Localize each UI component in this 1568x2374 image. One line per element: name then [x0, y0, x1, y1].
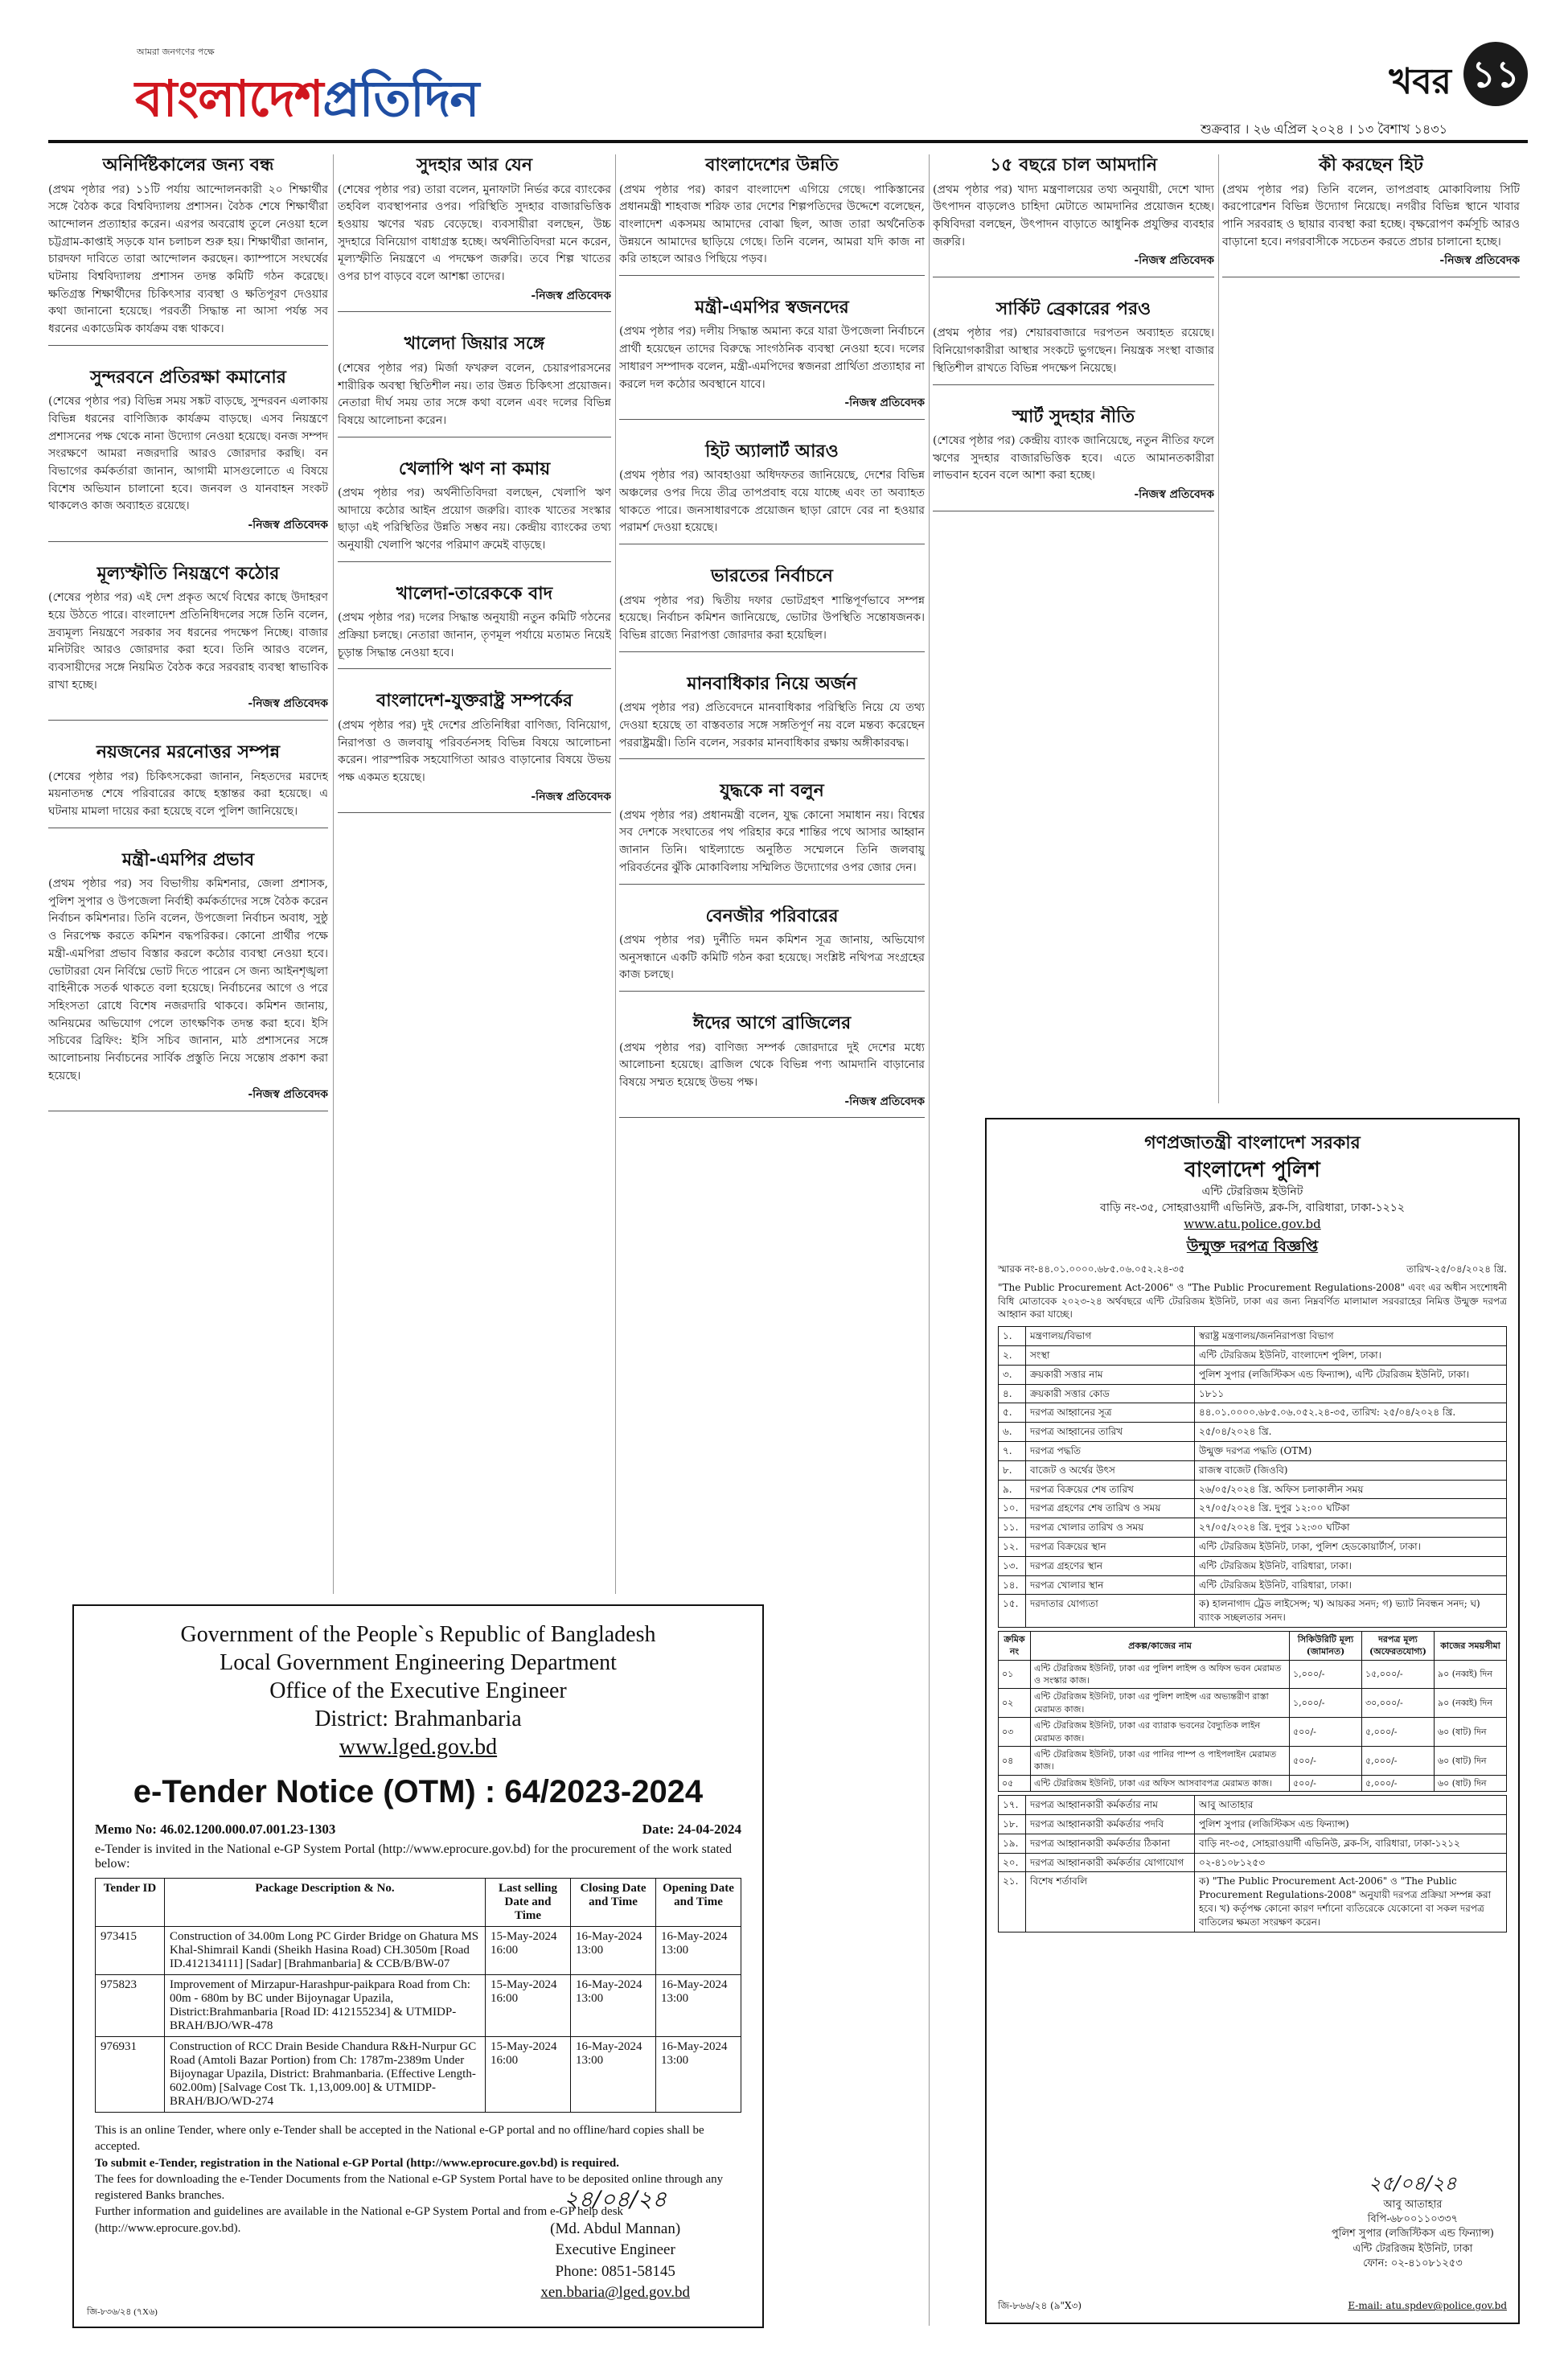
- works-cell-security: ৫০০/-: [1290, 1718, 1362, 1747]
- row-value: এন্টি টেররিজম ইউনিট, বারিধারা, ঢাকা।: [1195, 1556, 1507, 1575]
- row-number: ১৪.: [999, 1575, 1026, 1595]
- story-headline[interactable]: বেনজীর পরিবারের: [705, 906, 839, 926]
- works-cell-no: ০১: [999, 1660, 1031, 1689]
- tender-date: Date: 24-04-2024: [642, 1822, 741, 1837]
- tender-col-id: Tender ID: [96, 1879, 165, 1927]
- works-col-security: সিকিউরিটি মূল্য (জামানত): [1290, 1631, 1362, 1660]
- story-headline[interactable]: মূল্যস্ফীতি নিয়ন্ত্রণে কঠোর: [96, 563, 280, 584]
- story-divider: [619, 651, 925, 652]
- tender-note: This is an online Tender, where only e-Tender shall be accepted in the National e-GP portal and no offline/hard copies shall be accepted.: [95, 2124, 704, 2154]
- tender-cell-closing: 16-May-2024 13:00: [571, 2037, 656, 2113]
- police-reference-date: তারিখ-২৫/০৪/২০২৪ খ্রি.: [1406, 1263, 1507, 1275]
- table-row: [999, 1537, 1507, 1556]
- story-body: (প্রথম পৃষ্ঠার পর) অর্থনীতিবিদরা বলছেন, খেলাপি ঋণ আদায়ে কঠোর আইন প্রয়োগ জরুরি। ব্যাংক খাতের সংস্কার ছাড়া এই পরিস্থিতির উন্নতি সম্ভব নয়। কেন্দ্রীয় ব্যাংকের তথ্য অনুযায়ী খেলাপি ঋণের পরিমাণ ক্রমেই বাড়ছে।: [338, 487, 611, 552]
- tender-signature-block: [540, 2183, 690, 2304]
- story-headline[interactable]: যুদ্ধকে না বলুন: [720, 781, 824, 802]
- story-headline[interactable]: মন্ত্রী-এমপির স্বজনদের: [695, 297, 849, 318]
- story-divider: [338, 668, 611, 669]
- police-signer-id: বিপি-৬৮০০১১০৩৩৭: [1367, 2213, 1459, 2226]
- row-number: ১৫.: [999, 1595, 1026, 1628]
- tender-memo-number: Memo No: 46.02.1200.000.07.001.23-1303: [95, 1822, 336, 1837]
- tender-cell-desc: Construction of RCC Drain Beside Chandura R&H-Nurpur GC Road (Amtoli Bazar Portion) from Ch: 1787m-2389m Under Bijoynagar Upazila, District: Brahmanbaria. (Effective Length-602.00m) [Salvage Cost Tk. 1,13,009.00] & UTMIDP-BRAH/BJO/WD-274: [165, 2037, 486, 2113]
- row-value: ২৫/০৪/২০২৪ খ্রি.: [1195, 1423, 1507, 1442]
- table-row: [999, 1327, 1507, 1346]
- logo-blue-text: প্রতিদিন: [322, 69, 479, 128]
- police-notice-title: উন্মুক্ত দরপত্র বিজ্ঞপ্তি: [1186, 1238, 1319, 1256]
- story-body: (প্রথম পৃষ্ঠার পর) তিনি বলেন, তাপপ্রবাহ মোকাবিলায় সিটি করপোরেশন বিভিন্ন উদ্যোগ নিয়েছে। নগরীর বিভিন্ন স্থানে খাবার পানি সরবরাহ ও ছায়ার ব্যবস্থা করা হচ্ছে। বৃক্ষরোপণ কর্মসূচি আরও বাড়ানো হবে। নগরবাসীকে সচেতন করতে প্রচার চালানো হচ্ছে।: [1222, 183, 1520, 248]
- signature-date: ২৪/০৪/২৪: [564, 2186, 667, 2213]
- row-number: ১৭.: [999, 1796, 1026, 1815]
- row-value: ০২-৪১০৮১২৫৩: [1195, 1853, 1507, 1872]
- table-row: [999, 1660, 1507, 1689]
- police-signer-phone: ফোন: ০২-৪১০৮১২৫৩: [1363, 2257, 1463, 2269]
- column-2: [338, 154, 611, 1590]
- news-story: [933, 154, 1214, 285]
- story-headline[interactable]: মন্ত্রী-এমপির প্রভাব: [121, 849, 255, 870]
- tender-cell-opening: 16-May-2024 13:00: [656, 1975, 741, 2037]
- row-value: ক) "The Public Procurement Act-2006" ও "The Public Procurement Regulations-2008" অনুযায়ী দরপত্র প্রক্রিয়া সম্পন্ন করা হবে। খ) কর্তৃপক্ষ কোনো কারণ দর্শানো ব্যতিরেকে যেকোনো বা সকল দরপত্র বাতিলের ক্ষমতা সংরক্ষণ করেন।: [1195, 1872, 1507, 1932]
- story-body: (প্রথম পৃষ্ঠার পর) সব বিভাগীয় কমিশনার, জেলা প্রশাসক, পুলিশ সুপার ও উপজেলা নির্বাহী কর্মকর্তাদের সঙ্গে বৈঠক করেন নির্বাচন কমিশনার। তিনি বলেন, উপজেলা নির্বাচন অবাধ, সুষ্ঠু ও নিরপেক্ষ করতে কমিশন বদ্ধপরিকর। কোনো প্রার্থীর পক্ষে মন্ত্রী-এমপিরা প্রভাব বিস্তার করলে কঠোর ব্যবস্থা নেওয়া হবে। ভোটাররা যেন নির্বিঘ্নে ভোট দিতে পারেন সে জন্য আইনশৃঙ্খলা বাহিনীকে সতর্ক থাকতে বলা হয়েছে। নির্বাচনের আগে ও পরে সহিংসতা রোধে বিশেষ নজরদারি থাকবে। কমিশন জানায়, অনিয়মের অভিযোগ পেলে তাৎক্ষণিক তদন্ত করা হবে। ইসি সচিবের ব্রিফিং: ইসি সচিব জানান, মাঠ প্রশাসনের সঙ্গে আলোচনায় নির্বাচনের সার্বিক প্রস্তুতি নিয়ে সন্তোষ প্রকাশ করা হয়েছে।: [48, 877, 328, 1082]
- column-divider: [615, 154, 616, 1594]
- works-cell-price: ৫,০০০/-: [1362, 1718, 1435, 1747]
- row-number: ৭.: [999, 1441, 1026, 1460]
- police-ad-code: জি-৮৬৬/২৪ (৯"X৩): [998, 2300, 1082, 2312]
- news-story: [933, 298, 1214, 393]
- story-byline: -নিজস্ব প্রতিবেদক: [844, 396, 925, 410]
- story-body: (প্রথম পৃষ্ঠার পর) প্রধানমন্ত্রী বলেন, যুদ্ধ কোনো সমাধান নয়। বিশ্বের সব দেশকে সংঘাতের পথ পরিহার করে শান্তির পথে আসার আহ্বান জানান তিনি। থাইল্যান্ডে অনুষ্ঠিত সম্মেলনে তিনি জলবায়ু পরিবর্তনের ঝুঁকি মোকাবিলায় সম্মিলিত উদ্যোগের ওপর জোর দেন।: [619, 808, 925, 874]
- story-byline: -নিজস্ব প্রতিবেদক: [1134, 254, 1214, 268]
- table-row: [999, 1441, 1507, 1460]
- story-body: (শেষের পৃষ্ঠার পর) কেন্দ্রীয় ব্যাংক জানিয়েছে, নতুন নীতির ফলে ঋণের সুদহার বাজারভিত্তিক হবে। এতে আমানতকারীরা লাভবান হবেন বলে আশা করা হচ্ছে।: [933, 434, 1214, 483]
- story-body: (প্রথম পৃষ্ঠার পর) দুর্নীতি দমন কমিশন সূত্র জানায়, অভিযোগ অনুসন্ধানে একটি কমিটি গঠন করা হয়েছে। সংশ্লিষ্ট নথিপত্র সংগ্রহের কাজ চলছে।: [619, 934, 925, 982]
- tender-cell-last: 15-May-2024 16:00: [486, 1927, 571, 1975]
- story-headline[interactable]: নয়জনের মরনোত্তর সম্পন্ন: [96, 742, 281, 762]
- tender-notice-ad: [72, 1604, 764, 2328]
- row-label: দরদাতার যোগ্যতা: [1026, 1595, 1195, 1628]
- police-info-table: [998, 1326, 1507, 1628]
- tender-cell-id: 976931: [96, 2037, 165, 2113]
- column-divider: [333, 154, 334, 1594]
- row-number: ৮.: [999, 1460, 1026, 1480]
- row-label: দরপত্র বিক্রয়ের স্থান: [1026, 1537, 1195, 1556]
- masthead: [48, 32, 1528, 145]
- row-number: ৫.: [999, 1403, 1026, 1423]
- table-row: [999, 1480, 1507, 1499]
- row-number: ২.: [999, 1345, 1026, 1365]
- tender-cell-closing: 16-May-2024 13:00: [571, 1927, 656, 1975]
- table-row: [999, 1518, 1507, 1538]
- row-label: বাজেট ও অর্থের উৎস: [1026, 1460, 1195, 1480]
- section-label: খবর: [1389, 61, 1451, 102]
- table-row: [999, 1689, 1507, 1718]
- story-body: (প্রথম পৃষ্ঠার পর) দলীয় সিদ্ধান্ত অমান্য করে যারা উপজেলা নির্বাচনে প্রার্থী হয়েছেন তাদের বিরুদ্ধে সাংগঠনিক ব্যবস্থা নেওয়া হবে। দলের সাধারণ সম্পাদক বলেন, মন্ত্রী-এমপিদের স্বজনরা প্রার্থিতা প্রত্যাহার না করলে দল কঠোর অবস্থানে যাবে।: [619, 325, 925, 391]
- table-row: [96, 1927, 741, 1975]
- story-body: (শেষের পৃষ্ঠার পর) মির্জা ফখরুল বলেন, চেয়ারপারসনের শারীরিক অবস্থা স্থিতিশীল নয়। তার উন্নত চিকিৎসা প্রয়োজন। নেতারা দীর্ঘ সময় তার সঙ্গে কথা বলেন এবং দলের বিভিন্ন বিষয়ে আলোচনা করেন।: [338, 361, 611, 427]
- tender-note-registration: To submit e-Tender, registration in the National e-GP Portal (http://www.eprocure.gov.bd) is required.: [95, 2156, 619, 2170]
- works-cell-no: ০২: [999, 1689, 1031, 1718]
- police-reference: স্মারক নং-৪৪.০১.০০০০.৬৮৫.০৬.০৫২.২৪-৩৫: [998, 1263, 1185, 1275]
- works-cell-no: ০৩: [999, 1718, 1031, 1747]
- story-body: (প্রথম পৃষ্ঠার পর) আবহাওয়া অধিদফতর জানিয়েছে, দেশের বিভিন্ন অঞ্চলের ওপর দিয়ে তীব্র তাপপ্রবাহ বয়ে যাচ্ছে এবং তা অব্যাহত থাকতে পারে। জনসাধারণকে প্রয়োজন ছাড়া রোদে বের না হওয়ার পরামর্শ দেওয়া হয়েছে।: [619, 469, 925, 535]
- tender-cell-desc: Construction of 34.00m Long PC Girder Bridge on Ghatura MS Khal-Shimrail Kandi (Sheikh Hasina Road) CH.3050m [Road ID.412134111] [Sadar] [Brahmanbaria] & CCB/B/BW-07: [165, 1927, 486, 1975]
- tender-intro: e-Tender is invited in the National e-GP System Portal (http://www.eprocure.gov.bd) for the procurement of the work stated below:: [95, 1842, 732, 1871]
- column-1: [48, 154, 328, 1590]
- story-headline[interactable]: ঈদের আগে ব্রাজিলের: [692, 1013, 852, 1034]
- table-row: [999, 1365, 1507, 1384]
- news-story: [619, 1012, 925, 1126]
- table-row: [999, 1853, 1507, 1872]
- row-label: ক্রয়কারী সত্তার কোড: [1026, 1384, 1195, 1403]
- row-value: রাজস্ব বাজেট (জিওবি): [1195, 1460, 1507, 1480]
- tender-district: District: Brahmanbaria: [314, 1707, 522, 1731]
- news-story: [338, 333, 611, 445]
- police-government: গণপ্রজাতন্ত্রী বাংলাদেশ সরকার: [1144, 1132, 1361, 1153]
- row-number: ৪.: [999, 1384, 1026, 1403]
- story-headline[interactable]: বাংলাদেশ-যুক্তরাষ্ট্র সম্পর্কের: [376, 691, 573, 712]
- table-row: [999, 1872, 1507, 1932]
- row-label: মন্ত্রণালয়/বিভাগ: [1026, 1327, 1195, 1346]
- row-number: ২১.: [999, 1872, 1026, 1932]
- tender-cell-last: 15-May-2024 16:00: [486, 1975, 571, 2037]
- row-number: ১৩.: [999, 1556, 1026, 1575]
- news-story: [338, 154, 611, 320]
- police-unit: এন্টি টেররিজম ইউনিট: [1201, 1185, 1303, 1199]
- works-cell-name: এন্টি টেররিজম ইউনিট, ঢাকা এর ব্যারাক ভবনের বৈদ্যুতিক লাইন মেরামত কাজ।: [1031, 1718, 1290, 1747]
- row-number: ১০.: [999, 1499, 1026, 1518]
- story-divider: [338, 311, 611, 312]
- row-value: আবু আতাহার: [1195, 1796, 1507, 1815]
- row-label: দরপত্র খোলার স্থান: [1026, 1575, 1195, 1595]
- story-body: (প্রথম পৃষ্ঠার পর) বাণিজ্য সম্পর্ক জোরদারে দুই দেশের মধ্যে আলোচনা হয়েছে। ব্রাজিল থেকে বিভিন্ন পণ্য আমদানি বাড়ানোর বিষয়ে সম্মত হয়েছে উভয় পক্ষ।: [619, 1041, 925, 1089]
- column-divider: [1218, 154, 1219, 1103]
- tender-table: [95, 1878, 741, 2113]
- row-number: ১৯.: [999, 1834, 1026, 1853]
- police-signer-unit: এন্টি টেররিজম ইউনিট, ঢাকা: [1353, 2242, 1473, 2255]
- news-story: [338, 583, 611, 678]
- row-value: এন্টি টেররিজম ইউনিট, ঢাকা, পুলিশ হেডকোয়ার্টার্স, ঢাকা।: [1195, 1537, 1507, 1556]
- works-cell-price: ৫,০০০/-: [1362, 1747, 1435, 1776]
- story-byline: -নিজস্ব প্রতিবেদক: [844, 1095, 925, 1108]
- tender-office: Office of the Executive Engineer: [269, 1678, 567, 1703]
- tagline: আমরা জনগণের পক্ষে: [137, 47, 215, 57]
- column-4: [933, 154, 1214, 1103]
- row-label: দরপত্র আহ্বানকারী কর্মকর্তার নাম: [1026, 1796, 1195, 1815]
- story-byline: -নিজস্ব প্রতিবেদক: [248, 1088, 328, 1102]
- news-story: [48, 741, 328, 836]
- news-story: [619, 906, 925, 1000]
- story-body: (প্রথম পৃষ্ঠার পর) ১১টি পর্যায় আন্দোলনকারী ২০ শিক্ষার্থীর সঙ্গে বৈঠক করে বিশ্ববিদ্যালয় প্রশাসন। বৈঠক শেষে শিক্ষার্থীরা আন্দোলন প্রত্যাহার করেন। এরপর অবরোধ তুলে নেওয়া হলে চট্টগ্রাম-কাপ্তাই সড়কে যান চলাচল শুরু হয়। শিক্ষার্থীরা জানান, চারদফা দাবিতে তারা আন্দোলন করছেন। ক্যাম্পাসে সংঘর্ষের ঘটনায় বিশ্ববিদ্যালয় প্রশাসন তদন্ত কমিটি গঠন করেছে। ক্ষতিগ্রস্ত শিক্ষার্থীদের চিকিৎসার ব্যবস্থা ও ক্ষতিপূরণ দেওয়ার কথা জানানো হয়েছে। পরবর্তী সিদ্ধান্ত না আসা পর্যন্ত সব ধরনের একাডেমিক কার্যক্রম বন্ধ থাকবে।: [48, 183, 328, 335]
- story-byline: -নিজস্ব প্রতিবেদক: [531, 790, 611, 803]
- row-value: স্বরাষ্ট্র মন্ত্রণালয়/জননিরাপত্তা বিভাগ: [1195, 1327, 1507, 1346]
- news-story: [619, 780, 925, 892]
- table-row: [96, 2037, 741, 2113]
- newspaper-logo[interactable]: [135, 61, 478, 144]
- tender-title: e-Tender Notice (OTM) : 64/2023-2024: [133, 1774, 704, 1809]
- works-cell-security: ১,০০০/-: [1290, 1660, 1362, 1689]
- news-story: [48, 154, 328, 354]
- row-label: সংস্থা: [1026, 1345, 1195, 1365]
- story-headline[interactable]: কী করছেন হিট: [1319, 155, 1423, 175]
- row-label: ক্রয়কারী সত্তার নাম: [1026, 1365, 1195, 1384]
- signer-phone: Phone: 0851-58145: [555, 2262, 675, 2280]
- story-body: (শেষের পৃষ্ঠার পর) চিকিৎসকেরা জানান, নিহতদের মরদেহ ময়নাতদন্ত শেষে পরিবারের কাছে হস্তান্তর করা হয়েছে। এ ঘটনায় মামলা দায়ের করা হয়েছে বলে পুলিশ জানিয়েছে।: [48, 770, 328, 818]
- row-label: দরপত্র আহ্বানকারী কর্মকর্তার পদবি: [1026, 1815, 1195, 1834]
- story-divider: [619, 275, 925, 276]
- works-col-price: দরপত্র মূল্য (অফেরতযোগ্য): [1362, 1631, 1435, 1660]
- row-value: বাড়ি নং-৩৫, সোহরাওয়ার্দী এভিনিউ, ব্লক-সি, বারিধারা, ঢাকা-১২১২: [1195, 1834, 1507, 1853]
- table-row: [999, 1403, 1507, 1423]
- story-headline[interactable]: ভারতের নির্বাচনে: [711, 566, 833, 587]
- news-story: [619, 297, 925, 428]
- story-headline[interactable]: সুদহার আর যেন: [417, 155, 532, 175]
- works-cell-no: ০৫: [999, 1775, 1031, 1791]
- works-cell-security: ১,০০০/-: [1290, 1689, 1362, 1718]
- works-cell-duration: ৯০ (নব্বই) দিন: [1435, 1660, 1507, 1689]
- masthead-rule: [48, 140, 1528, 143]
- works-col-no: ক্রমিক নং: [999, 1631, 1031, 1660]
- table-row: [999, 1460, 1507, 1480]
- table-row: [999, 1775, 1507, 1791]
- story-headline[interactable]: বাংলাদেশের উন্নতি: [705, 155, 839, 175]
- police-signer-name: আবু আতাহার: [1383, 2199, 1443, 2212]
- story-body: (প্রথম পৃষ্ঠার পর) দলের সিদ্ধান্ত অনুযায়ী নতুন কমিটি গঠনের প্রক্রিয়া চলছে। নেতারা জানান, তৃণমূল পর্যায়ে মতামত নিয়েই চূড়ান্ত সিদ্ধান্ত নেওয়া হবে।: [338, 611, 611, 659]
- table-row: [999, 1718, 1507, 1747]
- tender-col-last: Last selling Date and Time: [486, 1879, 571, 1927]
- row-value: উন্মুক্ত দরপত্র পদ্ধতি (OTM): [1195, 1441, 1507, 1460]
- police-contact-table: [998, 1795, 1507, 1932]
- police-works-table: [998, 1631, 1507, 1792]
- table-row: [999, 1834, 1507, 1853]
- news-story: [1222, 154, 1520, 285]
- tender-government: Government of the People`s Republic of Bangladesh: [180, 1622, 656, 1647]
- row-value: ২৭/০৫/২০২৪ খ্রি. দুপুর ১২:০০ ঘটিকা: [1195, 1499, 1507, 1518]
- tender-cell-opening: 16-May-2024 13:00: [656, 2037, 741, 2113]
- row-number: ১২.: [999, 1537, 1026, 1556]
- story-headline[interactable]: সার্কিট ব্রেকারের পরও: [995, 298, 1151, 319]
- news-story: [338, 690, 611, 821]
- tender-cell-closing: 16-May-2024 13:00: [571, 1975, 656, 2037]
- row-value: ক) হালনাগাদ ট্রেড লাইসেন্স; খ) আয়কর সনদ; গ) ভ্যাট নিবন্ধন সনদ; ঘ) ব্যাংক সচ্ছলতার সনদ।: [1195, 1595, 1507, 1628]
- row-number: ৬.: [999, 1423, 1026, 1442]
- story-byline: -নিজস্ব প্রতিবেদক: [531, 289, 611, 302]
- story-divider: [619, 991, 925, 992]
- tender-col-closing: Closing Date and Time: [571, 1879, 656, 1927]
- works-cell-duration: ৯০ (নব্বই) দিন: [1435, 1689, 1507, 1718]
- page-number-badge: ১১: [1463, 42, 1528, 106]
- story-headline[interactable]: স্মার্ট সুদহার নীতি: [1012, 406, 1135, 427]
- row-label: দরপত্র আহ্বানকারী কর্মকর্তার যোগাযোগ: [1026, 1853, 1195, 1872]
- row-label: দরপত্র আহ্বানের তারিখ: [1026, 1423, 1195, 1442]
- police-email-link[interactable]: E-mail: atu.spdev@police.gov.bd: [1348, 2300, 1507, 2312]
- police-intro: "The Public Procurement Act-2006" ও "The Public Procurement Regulations-2008" এবং এর অধীন সংশোধনী বিধি মোতাবেক ২০২৩-২৪ অর্থবছরে এন্টি টেররিজম ইউনিট, ঢাকা এর জন্য নিম্নবর্ণিত মালামাল সরবরাহের নিমিত্ত উন্মুক্ত দরপত্র আহ্বান করা যাচ্ছে।: [998, 1281, 1507, 1320]
- tender-cell-id: 975823: [96, 1975, 165, 2037]
- story-divider: [933, 384, 1214, 385]
- table-row: [999, 1556, 1507, 1575]
- tender-cell-opening: 16-May-2024 13:00: [656, 1927, 741, 1975]
- works-cell-duration: ৬০ (ষাট) দিন: [1435, 1775, 1507, 1791]
- row-value: ২৭/০৫/২০২৪ খ্রি. দুপুর ১২:৩০ ঘটিকা: [1195, 1518, 1507, 1538]
- table-row: [999, 1345, 1507, 1365]
- tender-note-info: Further information and guidelines are available in the National e-GP System Portal and from e-GP help desk (http://www.eprocure.gov.bd).: [95, 2205, 624, 2235]
- police-signature-date: ২৫/০৪/২৪: [1369, 2172, 1457, 2195]
- works-cell-name: এন্টি টেররিজম ইউনিট, ঢাকা এর পুলিশ লাইন্স ও অফিস ভবন মেরামত ও সংস্কার কাজ।: [1031, 1660, 1290, 1689]
- works-cell-name: এন্টি টেররিজম ইউনিট, ঢাকা এর পানির পাম্প ও পাইপলাইন মেরামত কাজ।: [1031, 1747, 1290, 1776]
- column-5: [1222, 154, 1520, 1103]
- row-number: ১৮.: [999, 1815, 1026, 1834]
- table-row: [999, 1815, 1507, 1834]
- row-value: এন্টি টেররিজম ইউনিট, বাংলাদেশ পুলিশ, ঢাকা।: [1195, 1345, 1507, 1365]
- works-cell-name: এন্টি টেররিজম ইউনিট, ঢাকা এর পুলিশ লাইন্স এর অভ্যন্তরীণ রাস্তা মেরামত কাজ।: [1031, 1689, 1290, 1718]
- police-website-link[interactable]: www.atu.police.gov.bd: [1184, 1217, 1321, 1232]
- tender-cell-last: 15-May-2024 16:00: [486, 2037, 571, 2113]
- works-cell-security: ৫০০/-: [1290, 1747, 1362, 1776]
- story-headline[interactable]: খেলাপি ঋণ না কমায়: [398, 458, 551, 479]
- story-headline[interactable]: মানবাধিকার নিয়ে অর্জন: [687, 673, 857, 694]
- signer-designation: Executive Engineer: [555, 2241, 675, 2259]
- table-row: [999, 1499, 1507, 1518]
- table-row: [999, 1595, 1507, 1628]
- story-byline: -নিজস্ব প্রতিবেদক: [1439, 254, 1520, 268]
- story-headline[interactable]: হিট অ্যালার্ট আরও: [705, 441, 839, 462]
- story-byline: -নিজস্ব প্রতিবেদক: [248, 697, 328, 711]
- row-value: ১৮১১: [1195, 1384, 1507, 1403]
- story-headline[interactable]: অনির্দিষ্টকালের জন্য বন্ধ: [102, 155, 274, 175]
- tender-cell-id: 973415: [96, 1927, 165, 1975]
- works-cell-name: এন্টি টেররিজম ইউনিট, ঢাকা এর অফিস আসবাবপত্র মেরামত কাজ।: [1031, 1775, 1290, 1791]
- news-story: [619, 673, 925, 768]
- tender-note-fees: The fees for downloading the e-Tender Documents from the National e-GP System Portal have to be deposited online through any registered Banks branches.: [95, 2172, 724, 2202]
- row-value: ৪৪.০১.০০০০.৬৮৫.০৬.০৫২.২৪-৩৫, তারিখ: ২৫/০৪/২০২৪ খ্রি.: [1195, 1403, 1507, 1423]
- police-signature-block: [1332, 2171, 1494, 2271]
- table-row: [96, 1975, 741, 2037]
- row-label: দরপত্র গ্রহণের স্থান: [1026, 1556, 1195, 1575]
- story-body: (প্রথম পৃষ্ঠার পর) শেয়ারবাজারে দরপতন অব্যাহত রয়েছে। বিনিয়োগকারীরা আস্থার সংকটে ভুগছেন। নিয়ন্ত্রক সংস্থা বাজার স্থিতিশীল রাখতে বিভিন্ন পদক্ষেপ নিয়েছে।: [933, 327, 1214, 375]
- story-divider: [619, 419, 925, 420]
- works-cell-no: ০৪: [999, 1747, 1031, 1776]
- story-body: (শেষের পৃষ্ঠার পর) বিভিন্ন সময় সঙ্কট বাড়ছে, সুন্দরবন এলাকায় বিভিন্ন ধরনের বাণিজ্যিক কার্যক্রম বাড়ছে। এসব নিয়ন্ত্রণে প্রশাসনের পক্ষ থেকে নানা উদ্যোগ নেওয়া হয়েছে। বনজ সম্পদ সংরক্ষণে আমরা নজরদারি আরও জোরদার করছি। বন বিভাগের কর্মকর্তারা জানান, আগামী মাসগুলোতে এ বিষয়ে বিশেষ অভিযান চালানো হবে। জনবল ও যানবাহন সংকট থাকলেও কাজ অব্যাহত রয়েছে।: [48, 395, 328, 513]
- story-byline: -নিজস্ব প্রতিবেদক: [1134, 488, 1214, 502]
- table-row: [999, 1384, 1507, 1403]
- police-tender-notice-ad: [985, 1118, 1520, 2324]
- tender-website-link[interactable]: www.lged.gov.bd: [339, 1735, 498, 1760]
- row-label: দরপত্র গ্রহণের শেষ তারিখ ও সময়: [1026, 1499, 1195, 1518]
- story-headline[interactable]: সুন্দরবনে প্রতিরক্ষা কমানোর: [90, 367, 286, 388]
- story-divider: [48, 345, 328, 346]
- story-divider: [48, 541, 328, 542]
- news-story: [619, 441, 925, 552]
- table-row: [999, 1575, 1507, 1595]
- logo-red-text: বাংলাদেশ: [135, 69, 323, 128]
- works-col-duration: কাজের সময়সীমা: [1435, 1631, 1507, 1660]
- story-headline[interactable]: ১৫ বছরে চাল আমদানি: [990, 155, 1157, 175]
- news-story: [48, 849, 328, 1119]
- works-col-name: প্রকল্প/কাজের নাম: [1031, 1631, 1290, 1660]
- works-cell-price: ১৫,০০০/-: [1362, 1660, 1435, 1689]
- police-signer-designation: পুলিশ সুপার (লজিস্টিকস এন্ড ফিন্যান্স): [1331, 2228, 1494, 2241]
- row-value: এন্টি টেররিজম ইউনিট, বারিধারা, ঢাকা।: [1195, 1575, 1507, 1595]
- tender-department: Local Government Engineering Department: [220, 1650, 617, 1675]
- signer-email-link[interactable]: xen.bbaria@lged.gov.bd: [540, 2284, 690, 2302]
- row-number: ১.: [999, 1327, 1026, 1346]
- news-story: [338, 458, 611, 570]
- row-label: দরপত্র আহ্বানের সূত্র: [1026, 1403, 1195, 1423]
- story-body: (প্রথম পৃষ্ঠার পর) কারণ বাংলাদেশ এগিয়ে গেছে। পাকিস্তানের প্রধানমন্ত্রী শাহবাজ শরিফ তার দেশের শিল্পপতিদের উদ্দেশে বলেছেন, বাংলাদেশ একসময় আমাদের বোঝা ছিল, আজ তারা অর্থনৈতিক উন্নয়নে আমাদের ছাড়িয়ে গেছে। তিনি বলেন, আমরা যদি কাজ না করি তাহলে আরও পিছিয়ে পড়ব।: [619, 183, 925, 266]
- news-story: [619, 565, 925, 660]
- story-body: (শেষের পৃষ্ঠার পর) তারা বলেন, মুনাফাটা নির্ভর করে ব্যাংকের তহবিল ব্যবস্থাপনার ওপর। পরিস্থিতি সুদহার বাজারভিত্তিক হওয়ায় ঋণের খরচ বেড়েছে। ব্যবসায়ীরা বলছেন, উচ্চ সুদহারে বিনিয়োগ বাধাগ্রস্ত হচ্ছে। অর্থনীতিবিদরা মনে করেন, মূল্যস্ফীতি নিয়ন্ত্রণে এ পদক্ষেপ জরুরি। তবে শিল্প খাতের ওপর চাপ বাড়বে বলে আশঙ্কা তাদের।: [338, 183, 611, 283]
- story-divider: [338, 812, 611, 813]
- police-organization: বাংলাদেশ পুলিশ: [1184, 1157, 1320, 1182]
- news-story: [619, 154, 925, 284]
- story-divider: [619, 1117, 925, 1118]
- row-label: দরপত্র খোলার তারিখ ও সময়: [1026, 1518, 1195, 1538]
- works-cell-duration: ৬০ (ষাট) দিন: [1435, 1718, 1507, 1747]
- news-story: [48, 563, 328, 729]
- row-value: ২৬/০৫/২০২৪ খ্রি. অফিস চলাকালীন সময়: [1195, 1480, 1507, 1499]
- story-body: (প্রথম পৃষ্ঠার পর) খাদ্য মন্ত্রণালয়ের তথ্য অনুযায়ী, দেশে খাদ্য উৎপাদন বাড়লেও চাহিদা মেটাতে আমদানির প্রয়োজন হচ্ছে। কৃষিবিদরা বলছেন, উৎপাদন বাড়াতে আধুনিক প্রযুক্তির ব্যবহার জরুরি।: [933, 183, 1214, 248]
- table-row: [999, 1796, 1507, 1815]
- column-divider: [929, 154, 930, 2326]
- story-body: (প্রথম পৃষ্ঠার পর) প্রতিবেদনে মানবাধিকার পরিস্থিতি নিয়ে যে তথ্য দেওয়া হয়েছে তা বাস্তবতার সঙ্গে সঙ্গতিপূর্ণ নয় বলে মন্তব্য করেছেন পররাষ্ট্রমন্ত্রী। তিনি বলেন, সরকার মানবাধিকার রক্ষায় অঙ্গীকারবদ্ধ।: [619, 701, 925, 750]
- row-label: দরপত্র বিক্রয়ের শেষ তারিখ: [1026, 1480, 1195, 1499]
- tender-cell-desc: Improvement of Mirzapur-Harashpur-paikpara Road from Ch: 00m - 680m by BC under Bijoynagar Upazila, District:Brahmanbaria [Road ID: 412155234] & UTMIDP-BRAH/BJO/WR-478: [165, 1975, 486, 2037]
- tender-col-desc: Package Description & No.: [165, 1879, 486, 1927]
- issue-date: শুক্রবার । ২৬ এপ্রিল ২০২৪ । ১৩ বৈশাখ ১৪৩১: [1201, 121, 1447, 137]
- signer-name: (Md. Abdul Mannan): [550, 2220, 681, 2237]
- works-cell-price: ৫,০০০/-: [1362, 1775, 1435, 1791]
- story-body: (শেষের পৃষ্ঠার পর) এই দেশ প্রকৃত অর্থে বিশ্বের কাছে উদাহরণ হয়ে উঠতে পারে। বাংলাদেশ প্রতিনিধিদলের সঙ্গে তিনি বলেন, দ্রব্যমূল্য নিয়ন্ত্রণে সরকার সব ধরনের পদক্ষেপ নিচ্ছে। বাজার মনিটরিং আরও জোরদার করা হবে। তিনি আরও বলেন, ব্যবসায়ীদের সঙ্গে নিয়মিত বৈঠক করে সরবরাহ ব্যবস্থা স্বাভাবিক রাখা হচ্ছে।: [48, 591, 328, 692]
- story-divider: [48, 720, 328, 721]
- row-value: পুলিশ সুপার (লজিস্টিকস এন্ড ফিন্যান্স): [1195, 1815, 1507, 1834]
- row-number: ৩.: [999, 1365, 1026, 1384]
- row-value: পুলিশ সুপার (লজিস্টিকস এন্ড ফিন্যান্স), এন্টি টেররিজম ইউনিট, ঢাকা।: [1195, 1365, 1507, 1384]
- story-body: (প্রথম পৃষ্ঠার পর) দ্বিতীয় দফার ভোটগ্রহণ শান্তিপূর্ণভাবে সম্পন্ন হয়েছে। নির্বাচন কমিশন জানিয়েছে, ভোটার উপস্থিতি সন্তোষজনক। বিভিন্ন রাজ্যে নিরাপত্তা জোরদার করা হয়েছিল।: [619, 594, 925, 642]
- ad-code: জি-৮৩৬/২৪ (৭X৬): [87, 2307, 158, 2317]
- works-cell-duration: ৬০ (ষাট) দিন: [1435, 1747, 1507, 1776]
- row-number: ৯.: [999, 1480, 1026, 1499]
- tender-col-opening: Opening Date and Time: [656, 1879, 741, 1927]
- row-label: দরপত্র আহ্বানকারী কর্মকর্তার ঠিকানা: [1026, 1834, 1195, 1853]
- row-label: দরপত্র পদ্ধতি: [1026, 1441, 1195, 1460]
- story-byline: -নিজস্ব প্রতিবেদক: [248, 519, 328, 532]
- news-story: [48, 367, 328, 550]
- row-number: ১১.: [999, 1518, 1026, 1538]
- works-cell-price: ৩০,০০০/-: [1362, 1689, 1435, 1718]
- story-divider: [338, 561, 611, 562]
- story-headline[interactable]: খালেদা জিয়ার সঙ্গে: [404, 334, 545, 355]
- story-body: (প্রথম পৃষ্ঠার পর) দুই দেশের প্রতিনিধিরা বাণিজ্য, বিনিয়োগ, নিরাপত্তা ও জলবায়ু পরিবর্তনসহ বিভিন্ন বিষয়ে আলোচনা করেন। পারস্পরিক সহযোগিতা আরও বাড়ানোর বিষয়ে উভয় পক্ষ একমত হয়েছে।: [338, 718, 611, 784]
- story-headline[interactable]: খালেদা-তারেককে বাদ: [396, 583, 553, 604]
- row-label: বিশেষ শর্তাবলি: [1026, 1872, 1195, 1932]
- works-cell-security: ৫০০/-: [1290, 1775, 1362, 1791]
- news-story: [933, 406, 1214, 520]
- table-row: [999, 1423, 1507, 1442]
- table-row: [999, 1747, 1507, 1776]
- row-number: ২০.: [999, 1853, 1026, 1872]
- police-address: বাড়ি নং-৩৫, সোহরাওয়ার্দী এভিনিউ, ব্লক-সি, বারিধারা, ঢাকা-১২১২: [1100, 1201, 1405, 1214]
- story-divider: [619, 758, 925, 759]
- story-divider: [619, 884, 925, 885]
